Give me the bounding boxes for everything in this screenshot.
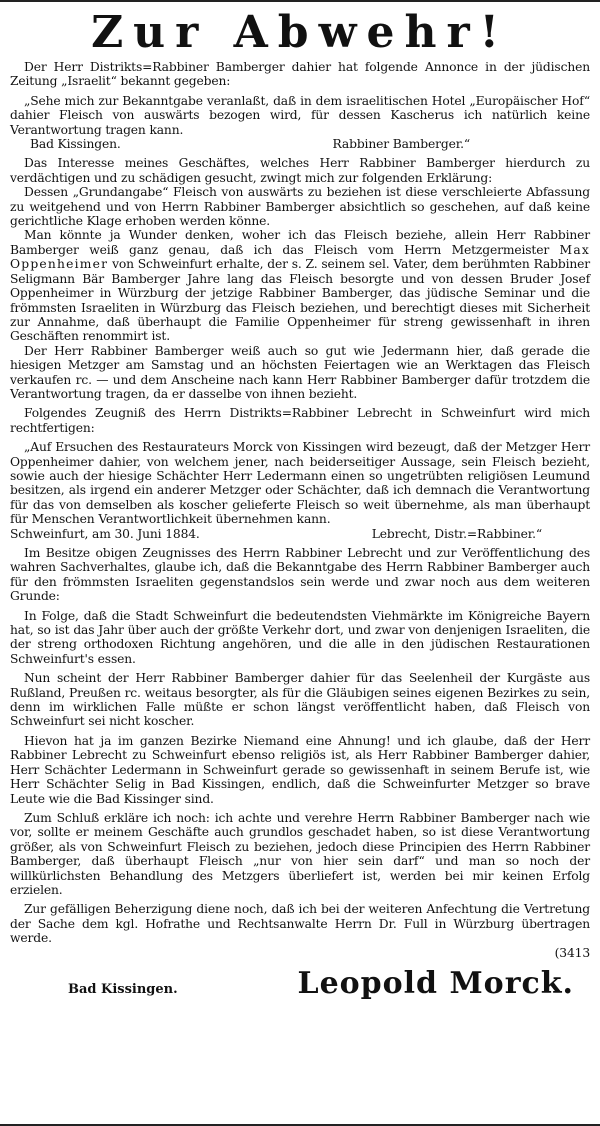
testimony-place-date: Schweinfurt, am 30. Juni 1884. [10,526,200,541]
footer-place: Bad Kissingen. [68,981,178,997]
quoted-announcement: „Sehe mich zur Bekanntgabe veranlaßt, daß in dem israelitischen Hotel „Europäischer Hof“ dahier Fleisch von auswärts bezogen wird, für dessen Kascherus ich natürlich keine Verantwortung tragen kann. [10,93,590,137]
top-border-rule [0,0,600,2]
testimony-signature: Lebrecht, Distr.=Rabbiner.“ [371,526,542,541]
paragraph-schluss: Zum Schluß erkläre ich noch: ich achte und verehre Herrn Rabbiner Bamberger nach wie vor, sollte er meinem Geschäfte auch grundlos geschadet haben, so ist diese Verantwortung größer, als von Schweinfurt Fleisch zu beziehen, jedoch diese Principien des Herrn Rabbiner Bamberger, daß überhaupt Fleisch „nur von hier sein darf“ und man so noch der willkürlichsten Behandlung des Metzgers überliefert ist, werden bei mir keinen Erfolg erzielen. [10,810,590,897]
paragraph-seelenheil: Nun scheint der Herr Rabbiner Bamberger dahier für das Seelenheil der Kurgäste aus Rußland, Preußen rc. weitaus besorgter, als für die Gläubigen seines eigenen Bezirkes zu sein, denn im wirklichen Falle müßte er schon längst veröffentlicht haben, daß Fleisch von Schweinfurt sei nicht koscher. [10,671,590,729]
paragraph-ahnung: Hievon hat ja im ganzen Bezirke Niemand eine Ahnung! und ich glaube, daß der Herr Rabbiner Lebrecht zu Schweinfurt ebenso religiös ist, als Herr Rabbiner Bamberger dahier, Herr Schächter Ledermann in Schweinfurt gerade so gewissenhaft in seinem Berufe ist, wie Herr Schächter Selig in Bad Kissingen, endlich, daß die Schweinfurter Metzger so brave Leute wie die Bad Kissinger sind. [10,733,590,806]
testimony-signature-line [10,527,590,541]
paragraph-viehmaerkte: In Folge, daß die Stadt Schweinfurt die bedeutendsten Viehmärkte im Königreiche Bayern hat, so ist das Jahr über auch der größte Verkehr dort, und zwar von denjenigen Israeliten, die der streng orthodoxen Richtung angehören, und die alle in den jüdischen Restaurationen Schweinfurt's essen. [10,608,590,666]
signer-name: Leopold Morck. [297,965,574,1001]
oppenheimer-text-before: Man könnte ja Wunder denken, woher ich das Fleisch beziehe, allein Herr Rabbiner Bamberger weiß ganz genau, daß ich das Fleisch vom Herrn Metzgermeister [10,228,590,257]
paragraph-samstag: Der Herr Rabbiner Bamberger weiß auch so gut wie Jedermann hier, daß gerade die hiesigen Metzger am Samstag und an höchsten Feiertagen wie an Werktagen das Fleisch verkaufen rc. — und dem Anscheine nach kann Herr Rabbiner Bamberger dafür trotzdem die Verantwortung tragen, da er dasselbe von ihnen bezieht. [10,343,590,401]
intro-paragraph: Der Herr Distrikts=Rabbiner Bamberger dahier hat folgende Annonce in der jüdischen Zeitung „Israelit“ bekannt gegeben: [10,60,590,89]
headline: Zur Abwehr! [91,7,509,58]
article-body [10,60,590,960]
paragraph-oppenheimer [10,228,590,343]
quoted-testimony: „Auf Ersuchen des Restaurateurs Morck von Kissingen wird bezeugt, daß der Metzger Herr Oppenheimer dahier, von welchem jener, nach beiderseitiger Aussage, sein Fleisch bezieht, sowie auch der hiesige Schächter Herr Ledermann einen so ungetrübten religiösen Leumund besitzen, als irgend ein anderer Metzger oder Schächter, daß ich demnach die Verantwortung für das von demselben als koscher gelieferte Fleisch so weit übernehme, als man überhaupt für Menschen Verantwortlichkeit übernehmen kann. [10,440,590,527]
metzger-name: Max Oppenheimer [10,242,590,272]
paragraph-grundangabe: Dessen „Grundangabe“ Fleisch von auswärts zu beziehen ist diese verschleierte Abfassung zu weitgehend und von Herrn Rabbiner Bamberger absichtlich so geschehen, auf daß keine gerichtliche Klage erhoben werden könne. [10,185,590,229]
paragraph-beherzigung: Zur gefälligen Beherzigung diene noch, daß ich bei der weiteren Anfechtung die Vertretung der Sache dem kgl. Hofrathe und Rechtsanwalte Herrn Dr. Full in Würzburg übertragen werde. [10,902,590,946]
paragraph-interest: Das Interesse meines Geschäftes, welches Herr Rabbiner Bamberger hierdurch zu verdächtigen und zu schädigen gesucht, zwingt mich zur folgenden Erklärung: [10,156,590,185]
announcement-place: Bad Kissingen. [30,137,121,152]
announcement-signature-line [10,137,590,151]
reference-number: (3413 [554,945,590,960]
paragraph-zeugniss-intro: Folgendes Zeugniß des Herrn Distrikts=Rabbiner Lebrecht in Schweinfurt wird mich rechtfertigen: [10,406,590,435]
advertisement-footer [10,966,590,1001]
paragraph-besitze: Im Besitze obigen Zeugnisses des Herrn Rabbiner Lebrecht und zur Veröffentlichung des wahren Sachverhaltes, glaube ich, daß die Bekanntgabe des Herrn Rabbiner Bamberger auch für den frömmsten Israeliten gegenstandslos sein werde und zwar noch aus dem weiteren Grunde: [10,546,590,604]
oppenheimer-text-after: von Schweinfurt erhalte, der s. Z. seinem sel. Vater, dem berühmten Rabbiner Seligmann Bär Bamberger Jahre lang das Fleisch besorgte und von dessen Bruder Josef Oppenheimer in Würzburg der jetzige Rabbiner Bamberger, das jüdische Seminar und die frömmsten Israeliten in Würzburg das Fleisch beziehen, und berechtigt dieses mit Sicherheit zur Annahme, daß überhaupt die Familie Oppenheimer für streng gewissenhaft in ihren Geschäften renommirt ist. [10,257,591,344]
announcement-signature: Rabbiner Bamberger.“ [332,137,470,152]
